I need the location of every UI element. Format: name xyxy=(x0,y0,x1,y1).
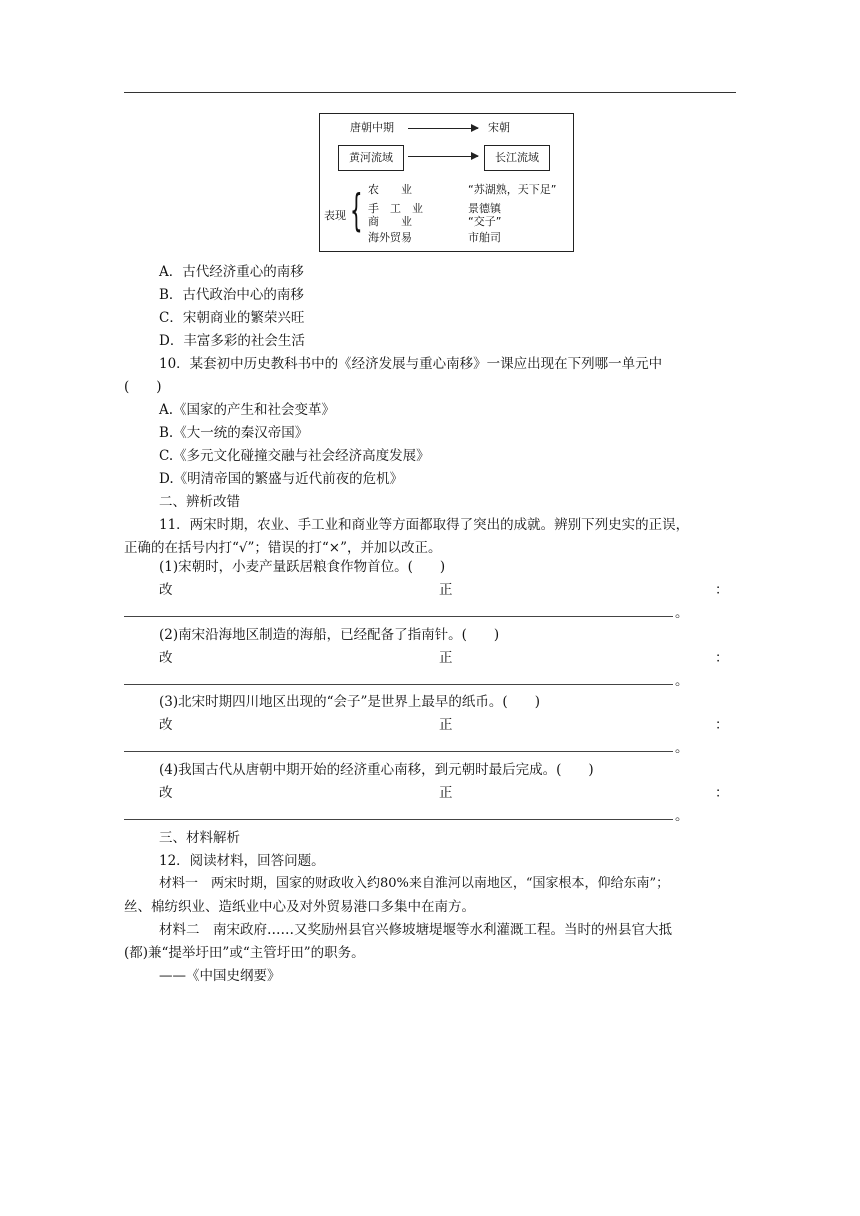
period-2: 。 xyxy=(675,673,689,689)
label-biaoxian: 表现 xyxy=(324,209,346,222)
q12-material-1-cont: 丝、棉纺织业、造纸业中心及对外贸易港口多集中在南方。 xyxy=(124,899,475,915)
q11-fix-row-4 xyxy=(159,783,729,803)
q11-fix-row-3 xyxy=(159,715,729,735)
q9-option-d: D．丰富多彩的社会生活 xyxy=(159,333,305,349)
q9-option-c: C．宋朝商业的繁荣兴旺 xyxy=(159,310,305,326)
box-yangtze-river: 长江流域 xyxy=(484,145,550,171)
row-label-agriculture: 农 业 xyxy=(368,183,412,196)
fix-label-gai: 改 xyxy=(159,582,173,598)
q9-option-b: B．古代政治中心的南移 xyxy=(159,287,304,303)
q11-fix-row-1 xyxy=(159,580,729,600)
answer-line-1[interactable] xyxy=(124,616,673,617)
arrow-top xyxy=(408,128,478,129)
fix-label-gai: 改 xyxy=(159,785,173,801)
q10-option-a: A.《国家的产生和社会变革》 xyxy=(159,402,336,418)
row-label-commerce: 商 业 xyxy=(368,215,412,228)
q11-fix-row-2 xyxy=(159,648,729,668)
answer-line-2[interactable] xyxy=(124,684,673,685)
box-yellow-river: 黄河流域 xyxy=(338,145,404,171)
row-value-overseas-trade: 市舶司 xyxy=(468,231,501,244)
row-value-handicraft: 景德镇 xyxy=(468,202,501,215)
row-label-handicraft: 手 工 业 xyxy=(368,202,423,215)
arrow-middle xyxy=(408,156,478,157)
q10-stem: 10．某套初中历史教科书中的《经济发展与重心南移》一课应出现在下列哪一单元中 xyxy=(159,356,663,372)
brace-icon: { xyxy=(350,185,363,236)
period-3: 。 xyxy=(675,740,689,756)
q11-item-4: (4)我国古代从唐朝中期开始的经济重心南移，到元朝时最后完成。( ) xyxy=(159,762,594,778)
q10-answer-bracket: ( ) xyxy=(124,379,162,395)
q10-option-c: C.《多元文化碰撞交融与社会经济高度发展》 xyxy=(159,448,430,464)
diagram-label-song: 宋朝 xyxy=(488,121,510,134)
q12-stem: 12．阅读材料，回答问题。 xyxy=(159,853,325,869)
row-value-commerce: “交子” xyxy=(468,215,502,228)
row-value-agriculture: “苏湖熟，天下足” xyxy=(468,183,557,196)
q11-item-3: (3)北宋时期四川地区出现的“会子”是世界上最早的纸币。( ) xyxy=(159,694,540,710)
fix-label-gai: 改 xyxy=(159,650,173,666)
header-rule xyxy=(124,92,736,93)
fix-colon: ： xyxy=(715,785,729,801)
row-label-overseas-trade: 海外贸易 xyxy=(368,231,412,244)
q12-material-2-cont: (都)兼“提举圩田”或“主管圩田”的职务。 xyxy=(124,945,365,961)
fix-label-zheng: 正 xyxy=(439,717,453,733)
economic-shift-diagram xyxy=(319,113,574,252)
q12-material-1: 材料一 两宋时期，国家的财政收入约80%来自淮河以南地区，“国家根本，仰给东南”； xyxy=(159,876,670,891)
fix-label-zheng: 正 xyxy=(439,650,453,666)
answer-line-4[interactable] xyxy=(124,819,673,820)
fix-colon: ： xyxy=(715,717,729,733)
section-heading-2: 二、辨析改错 xyxy=(159,494,240,510)
q11-stem: 11．两宋时期，农业、手工业和商业等方面都取得了突出的成就。辨别下列史实的正误， xyxy=(159,517,690,533)
diagram-label-tang: 唐朝中期 xyxy=(350,121,394,134)
answer-line-3[interactable] xyxy=(124,751,673,752)
fix-colon: ： xyxy=(715,582,729,598)
q11-item-2: (2)南宋沿海地区制造的海船，已经配备了指南针。( ) xyxy=(159,627,500,643)
fix-colon: ： xyxy=(715,650,729,666)
fix-label-zheng: 正 xyxy=(439,582,453,598)
period-4: 。 xyxy=(675,808,689,824)
q12-material-2: 材料二 南宋政府……又奖励州县官兴修坡塘堤堰等水利灌溉工程。当时的州县官大抵 xyxy=(159,922,672,938)
q9-option-a: A．古代经济重心的南移 xyxy=(159,264,304,280)
q12-source: ——《中国史纲要》 xyxy=(159,968,281,984)
q10-option-b: B.《大一统的秦汉帝国》 xyxy=(159,425,309,441)
section-heading-3: 三、材料解析 xyxy=(159,830,240,846)
q11-stem-cont: 正确的在括号内打“√”；错误的打“×”，并加以改正。 xyxy=(124,540,442,556)
fix-label-gai: 改 xyxy=(159,717,173,733)
q10-option-d: D.《明清帝国的繁盛与近代前夜的危机》 xyxy=(159,471,404,487)
q11-item-1: (1)宋朝时，小麦产量跃居粮食作物首位。( ) xyxy=(159,559,446,575)
fix-label-zheng: 正 xyxy=(439,785,453,801)
period-1: 。 xyxy=(675,605,689,621)
